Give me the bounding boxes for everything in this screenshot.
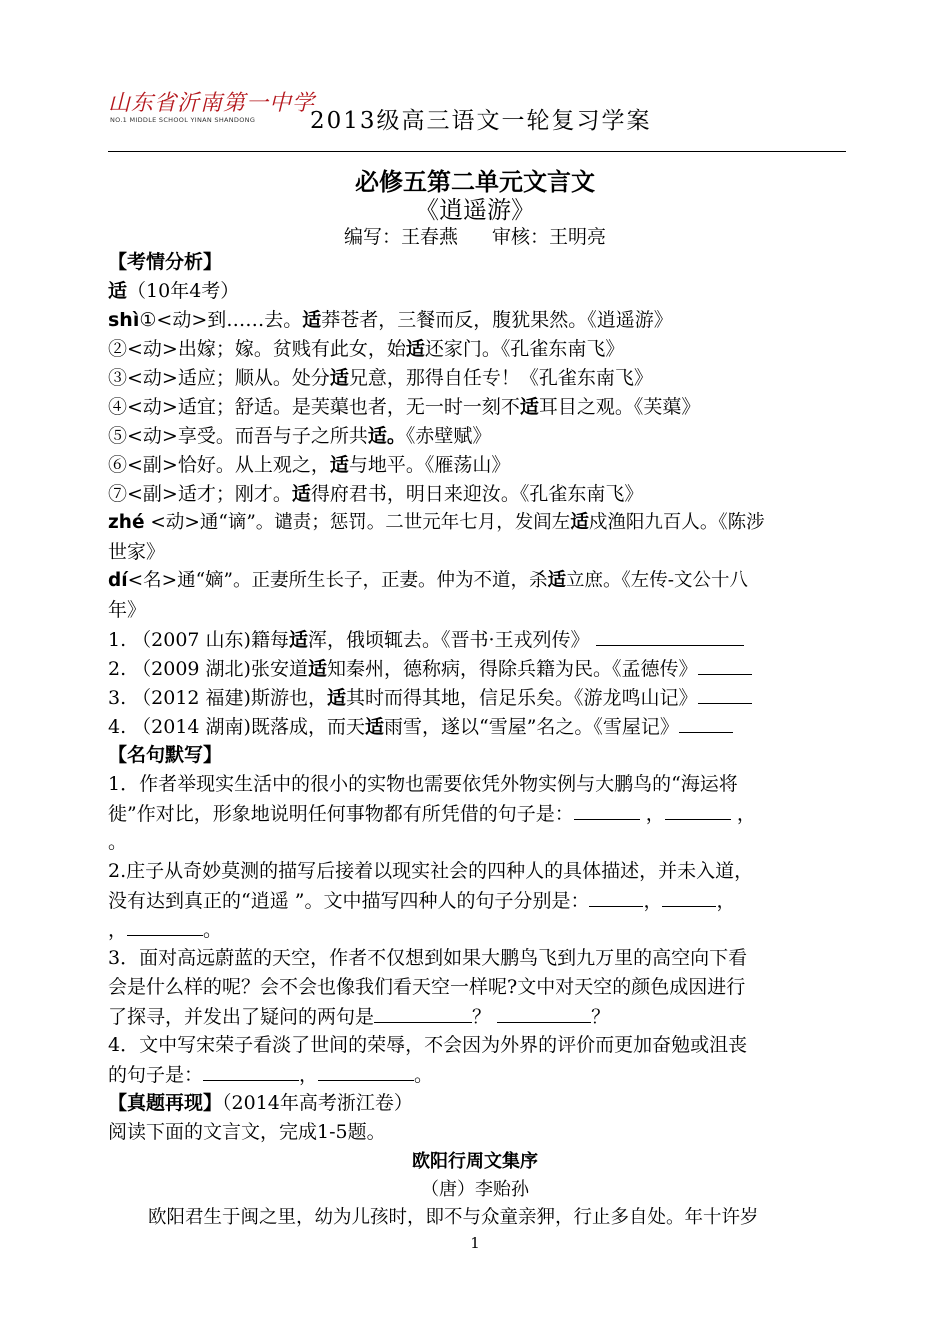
example-text: 《赤壁赋》 (405, 425, 492, 447)
definition-line (108, 337, 624, 361)
punctuation: ， (736, 803, 756, 825)
definition-text: ①<动>到……去。 (139, 309, 303, 331)
example-text: 还家门。《孔雀东南飞》 (424, 338, 625, 360)
keyword-highlight: 适 (302, 309, 322, 331)
section-heading-exam (108, 1091, 413, 1115)
header-title: 2013级高三语文一轮复习学案 (310, 108, 652, 134)
definition-text: <动>通“谪”。谴责；惩罚。二世元年七月，发闾左 (144, 512, 571, 533)
keyword-highlight: 适 (547, 570, 567, 591)
definition-text: ⑤<动>享受。而吾与子之所共 (108, 425, 368, 447)
keyword-highlight: 适 (570, 512, 589, 533)
paragraph-text: 的句子是： (108, 1064, 204, 1086)
school-logo (108, 86, 316, 130)
answer-blank[interactable] (497, 1004, 591, 1023)
paragraph-line: 2.庄子从奇妙莫测的描写后接着以现实社会的四种人的具体描述，并未入道， (108, 860, 754, 882)
definition-text: <名>通“嫡”。正妻所生长子，正妻。仲为不道，杀 (127, 570, 548, 591)
sub-title: 《逍遥游》 (415, 196, 535, 224)
keyword-highlight: 适 (364, 716, 384, 738)
exercise-text: 浑，俄顷辄去。《晋书·王戎列传》 (308, 629, 590, 651)
definition-line (108, 569, 748, 593)
answer-blank[interactable] (662, 888, 716, 907)
keyword-highlight: 适 (329, 454, 349, 476)
example-text: 立庶。《左传-文公十八 (566, 570, 749, 591)
definition-line: 年》 (108, 599, 147, 621)
punctuation: ？ (591, 1006, 611, 1028)
definition-text: ②<动>出嫁；嫁。贫贱有此女，始 (108, 338, 406, 360)
example-text: 耳目之观。《芙蕖》 (538, 396, 701, 418)
logo-english-text: NO.1 MIDDLE SCHOOL YINAN SHANDONG (110, 116, 256, 124)
example-text: 戍渔阳九百人。《陈涉 (588, 512, 765, 533)
section-heading-recitation: 【名句默写】 (108, 744, 223, 766)
punctuation: 。 (414, 1064, 434, 1086)
example-text: 与地平。《雁荡山》 (348, 454, 511, 476)
punctuation: ， (716, 890, 736, 912)
article-text-line: 欧阳君生于闽之里，幼为儿孩时，即不与众童亲狎，行止多自处。年十许岁 (148, 1207, 759, 1228)
paragraph-line (108, 1004, 610, 1029)
main-title: 必修五第二单元文言文 (355, 168, 595, 196)
article-author: （唐）李贻孙 (421, 1179, 529, 1200)
keyword-highlight: 适。 (367, 425, 406, 447)
definition-line (108, 366, 653, 390)
answer-blank[interactable] (596, 627, 744, 646)
keyword-highlight: 适 (326, 687, 346, 709)
pinyin: dí (108, 570, 128, 591)
exercise-text: 其时而得其地，信足乐矣。《游龙鸣山记》 (346, 687, 698, 709)
answer-blank[interactable] (127, 917, 203, 936)
pinyin: zhé (108, 512, 145, 533)
paragraph-line (108, 801, 756, 826)
exercise-text: 知秦州，德称病，得除兵籍为民。《孟德传》 (327, 658, 698, 680)
definition-text: ④<动>适宜；舒适。是芙蕖也者，无一时一刻不 (108, 396, 520, 418)
header-divider (108, 151, 846, 152)
keyword-highlight: 适 (288, 629, 308, 651)
definition-text: ⑥<副>恰好。从上观之， (108, 454, 330, 476)
answer-blank[interactable] (589, 888, 643, 907)
exercise-text: 雨雪，遂以“雪屋”名之。《雪屋记》 (384, 716, 679, 738)
section-heading-text: 【真题再现】 (108, 1092, 223, 1114)
definition-text: ⑦<副>适才；刚才。 (108, 483, 292, 505)
definition-line (108, 453, 510, 477)
exercise-text: 2. （2009 湖北)张安道 (108, 658, 308, 680)
definition-line: 世家》 (108, 541, 166, 563)
answer-blank[interactable] (203, 1062, 299, 1081)
keyword-line (108, 279, 239, 303)
definition-line (108, 511, 765, 535)
paragraph-line (108, 1062, 433, 1087)
exercise-item (108, 685, 752, 710)
pinyin: shì (108, 309, 140, 331)
paragraph-line (108, 888, 736, 913)
exercise-item (108, 627, 744, 652)
exercise-item (108, 656, 752, 681)
definition-line (108, 395, 700, 419)
example-text: 兄意，那得自任专！《孔雀东南飞》 (348, 367, 653, 389)
reviewer-credit: 审核：王明亮 (492, 226, 607, 248)
paragraph-line: 4．文中写宋荣子看淡了世间的荣辱，不会因为外界的评价而更加奋勉或沮丧 (108, 1034, 748, 1056)
paragraph-text: 没有达到真正的“逍遥 ”。文中描写四种人的句子分别是： (108, 890, 590, 912)
answer-blank[interactable] (698, 656, 752, 675)
keyword-highlight: 适 (307, 658, 327, 680)
answer-blank[interactable] (318, 1062, 414, 1081)
answer-blank[interactable] (574, 801, 640, 820)
article-title: 欧阳行周文集序 (412, 1151, 538, 1172)
page-number: 1 (470, 1234, 480, 1252)
editor-credit: 编写：王春燕 (343, 226, 458, 248)
author-line (0, 222, 950, 249)
keyword-highlight: 适 (291, 483, 311, 505)
paragraph-line: 1．作者举现实生活中的很小的实物也需要依凭外物实例与大鹏鸟的“海运将 (108, 773, 738, 795)
punctuation: ？ (472, 1006, 492, 1028)
definition-text: ③<动>适应；顺从。处分 (108, 367, 330, 389)
paragraph-text: 了探寻，并发出了疑问的两句是 (108, 1006, 375, 1028)
section-heading-analysis: 【考情分析】 (108, 251, 223, 273)
answer-blank[interactable] (679, 714, 733, 733)
answer-blank[interactable] (374, 1004, 472, 1023)
instruction-line: 阅读下面的文言文，完成1-5题。 (108, 1121, 386, 1143)
section-note: （2014年高考浙江卷） (222, 1092, 413, 1114)
punctuation: ， (645, 803, 665, 825)
definition-line (108, 482, 643, 506)
answer-blank[interactable] (698, 685, 752, 704)
punctuation: ， (643, 890, 663, 912)
punctuation: ， (108, 919, 128, 941)
definition-line (108, 308, 673, 332)
paragraph-line (108, 917, 222, 942)
keyword-highlight: 适 (329, 367, 349, 389)
keyword: 适 (108, 280, 128, 302)
example-text: 得府君书，明日来迎汝。《孔雀东南飞》 (310, 483, 644, 505)
definition-line (108, 424, 491, 448)
paragraph-line: 。 (108, 831, 128, 853)
paragraph-text: 徙”作对比，形象地说明任何事物都有所凭借的句子是： (108, 803, 574, 825)
keyword-note: （10年4考） (127, 280, 240, 302)
exercise-text: 3. （2012 福建)斯游也， (108, 687, 327, 709)
keyword-highlight: 适 (405, 338, 425, 360)
exercise-item (108, 714, 733, 739)
answer-blank[interactable] (665, 801, 731, 820)
keyword-highlight: 适 (519, 396, 539, 418)
punctuation: ， (299, 1064, 319, 1086)
logo-chinese-text: 山东省沂南第一中学 (108, 91, 316, 116)
punctuation: 。 (203, 919, 223, 941)
paragraph-line: 3．面对高远蔚蓝的天空，作者不仅想到如果大鹏鸟飞到九万里的高空向下看 (108, 947, 748, 969)
exercise-text: 4. （2014 湖南)既落成，而天 (108, 716, 365, 738)
example-text: 莽苍者，三餐而反，腹犹果然。《逍遥游》 (321, 309, 673, 331)
exercise-text: 1. （2007 山东)籍每 (108, 629, 289, 651)
paragraph-line: 会是什么样的呢？会不会也像我们看天空一样呢?文中对天空的颜色成因进行 (108, 976, 746, 998)
